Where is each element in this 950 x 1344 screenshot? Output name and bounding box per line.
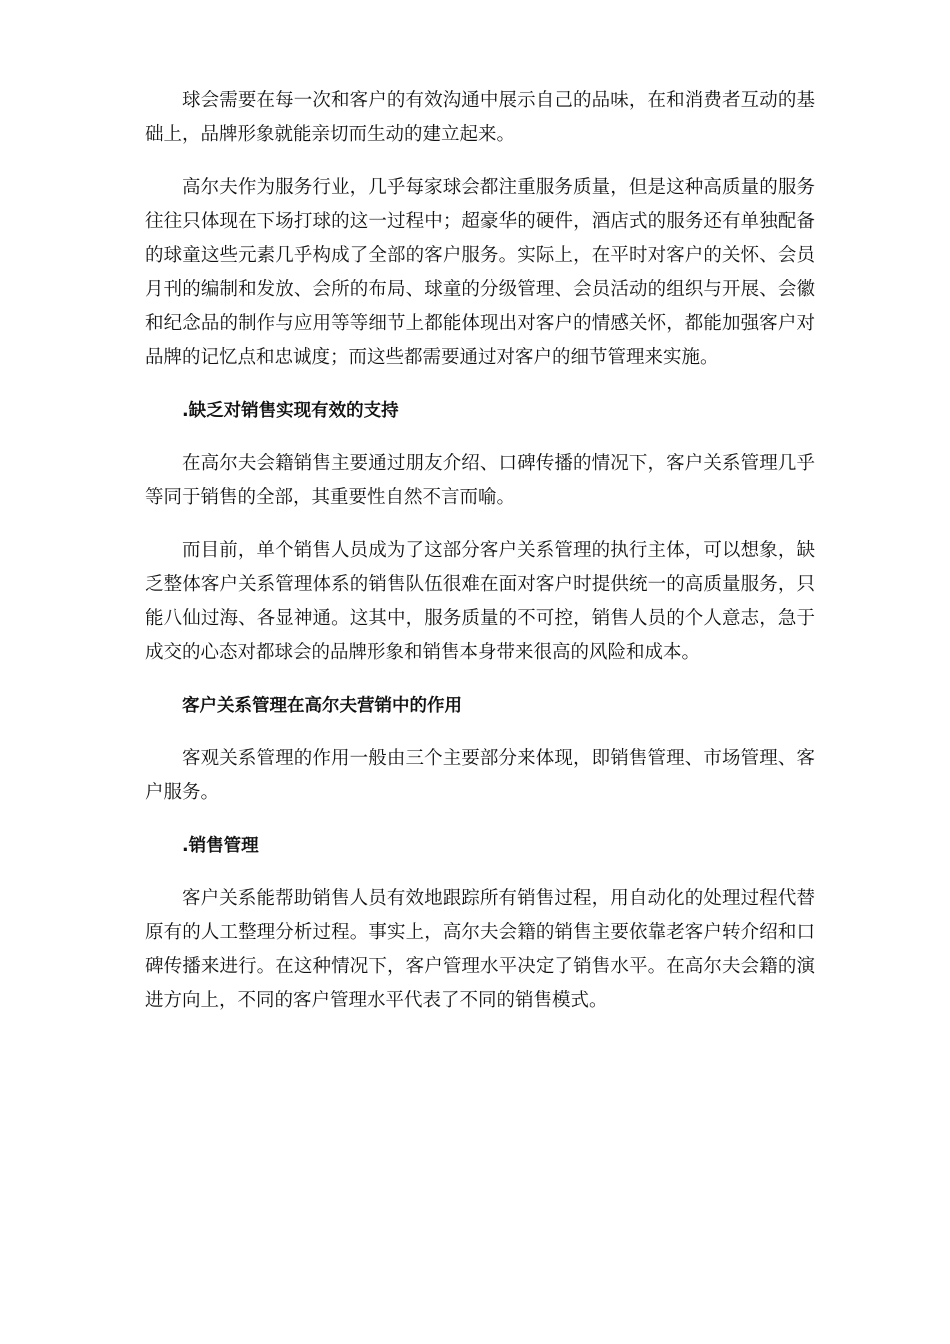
paragraph-brand-image: 球会需要在每一次和客户的有效沟通中展示自己的品味，在和消费者互动的基础上，品牌形象就能亲切而生动的建立起来。 bbox=[145, 90, 815, 145]
paragraph-word-of-mouth: 在高尔夫会籍销售主要通过朋友介绍、口碑传播的情况下，客户关系管理几乎等同于销售的全部，其重要性自然不言而喻。 bbox=[145, 453, 815, 508]
heading-lack-of-sales-support: .缺乏对销售实现有效的支持 bbox=[182, 401, 399, 421]
heading-crm-role: 客户关系管理在高尔夫营销中的作用 bbox=[182, 696, 462, 716]
paragraph-sales-staff-risk: 而目前，单个销售人员成为了这部分客户关系管理的执行主体，可以想象，缺乏整体客户关系管理体系的销售队伍很难在面对客户时提供统一的高质量服务，只能八仙过海、各显神通。这其中，服务质量的不可控，销售人员的个人意志，急于成交的心态对都球会的品牌形象和销售本身带来很高的风险和成本。 bbox=[145, 540, 815, 663]
heading-sales-management: .销售管理 bbox=[182, 836, 259, 856]
paragraph-sales-tracking: 客户关系能帮助销售人员有效地跟踪所有销售过程，用自动化的处理过程代替原有的人工整理分析过程。事实上，高尔夫会籍的销售主要依靠老客户转介绍和口碑传播来进行。在这种情况下，客户管理水平决定了销售水平。在高尔夫会籍的演进方向上，不同的客户管理水平代表了不同的销售模式。 bbox=[145, 888, 815, 1011]
paragraph-service-details: 高尔夫作为服务行业，几乎每家球会都注重服务质量，但是这种高质量的服务往往只体现在下场打球的这一过程中；超豪华的硬件，酒店式的服务还有单独配备的球童这些元素几乎构成了全部的客户服务。实际上，在平时对客户的关怀、会员月刊的编制和发放、会所的布局、球童的分级管理、会员活动的组织与开展、会徽和纪念品的制作与应用等等细节上都能体现出对客户的情感关怀，都能加强客户对品牌的记忆点和忠诚度；而这些都需要通过对客户的细节管理来实施。 bbox=[145, 177, 815, 368]
paragraph-three-parts: 客观关系管理的作用一般由三个主要部分来体现，即销售管理、市场管理、客户服务。 bbox=[145, 748, 815, 803]
document-body bbox=[145, 84, 815, 1037]
